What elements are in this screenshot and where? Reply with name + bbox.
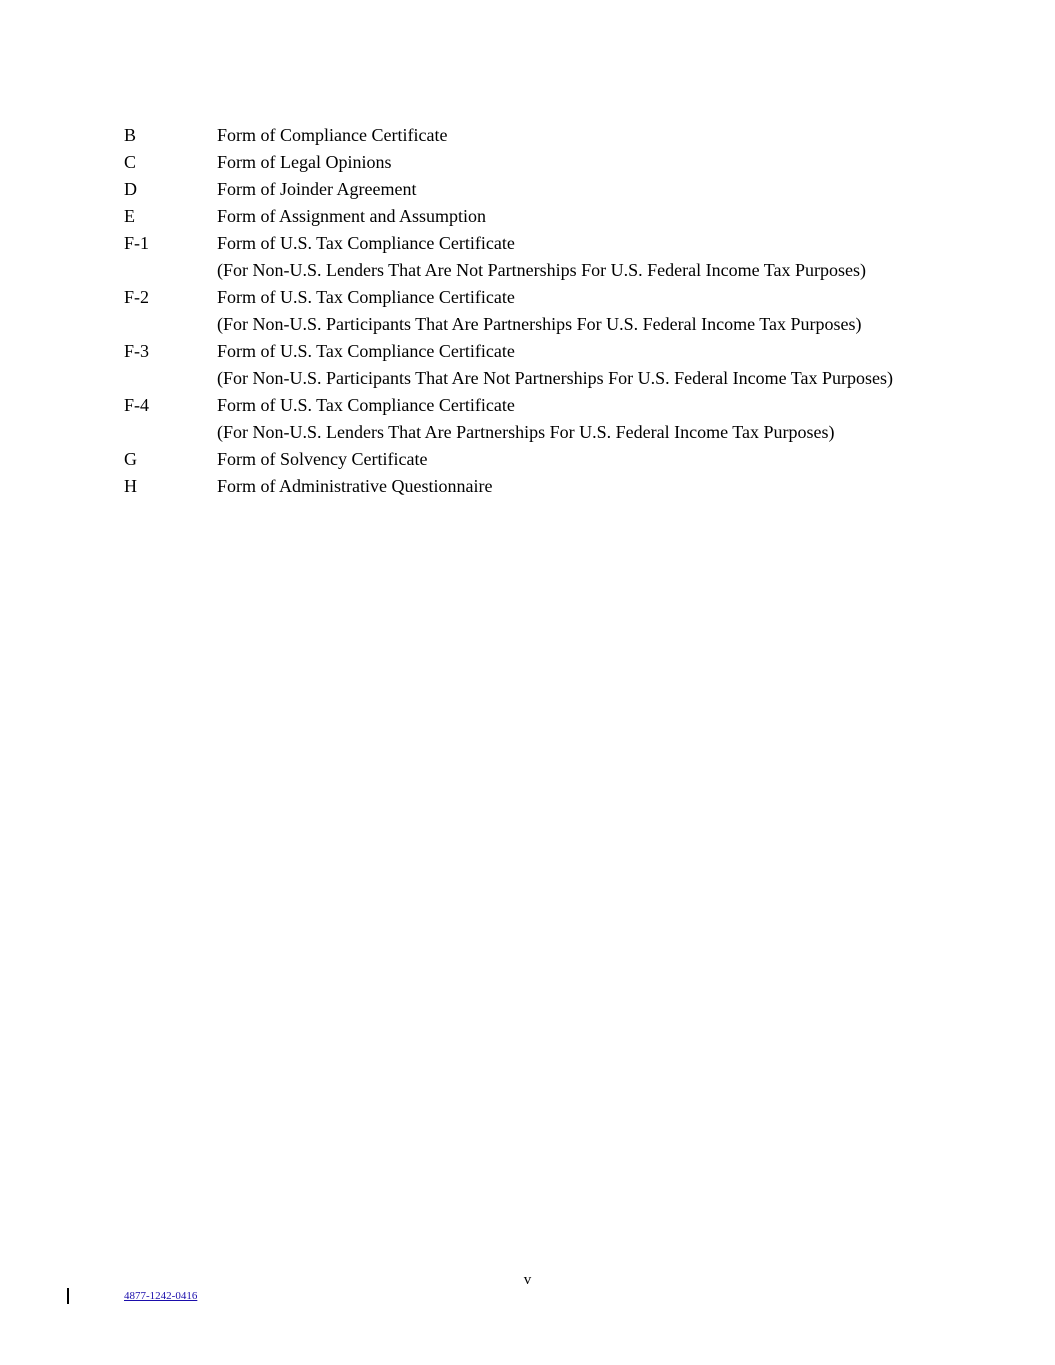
exhibit-subtitle: (For Non-U.S. Lenders That Are Partnerships For U.S. Federal Income Tax Purposes) — [217, 422, 835, 442]
exhibit-list — [124, 124, 924, 502]
exhibit-letter: D — [124, 179, 137, 199]
exhibit-letter: G — [124, 449, 137, 469]
exhibit-subtitle-row — [124, 259, 924, 281]
exhibit-subtitle: (For Non-U.S. Lenders That Are Not Partnerships For U.S. Federal Income Tax Purposes) — [217, 260, 866, 280]
exhibit-letter: F-4 — [124, 395, 150, 415]
revision-bar — [67, 1288, 69, 1304]
exhibit-subtitle: (For Non-U.S. Participants That Are Not Partnerships For U.S. Federal Income Tax Purposes) — [217, 368, 893, 388]
exhibit-subtitle-row — [124, 313, 924, 335]
document-id-link[interactable]: 4877-1242-0416 — [124, 1290, 198, 1302]
exhibit-title: Form of U.S. Tax Compliance Certificate — [217, 341, 515, 361]
exhibit-row — [124, 178, 924, 200]
exhibit-row — [124, 205, 924, 227]
exhibit-subtitle-row — [124, 421, 924, 443]
exhibit-row — [124, 475, 924, 497]
exhibit-row — [124, 394, 924, 416]
exhibit-row — [124, 151, 924, 173]
exhibit-title: Form of Joinder Agreement — [217, 179, 417, 199]
exhibit-letter: H — [124, 476, 137, 496]
exhibit-letter: F-3 — [124, 341, 150, 361]
exhibit-title: Form of Compliance Certificate — [217, 125, 448, 145]
exhibit-row — [124, 448, 924, 470]
exhibit-subtitle-row — [124, 367, 924, 389]
exhibit-subtitle: (For Non-U.S. Participants That Are Partnerships For U.S. Federal Income Tax Purposes) — [217, 314, 862, 334]
exhibit-row — [124, 232, 924, 254]
exhibit-title: Form of U.S. Tax Compliance Certificate — [217, 233, 515, 253]
exhibit-letter: E — [124, 206, 135, 226]
exhibit-title: Form of Assignment and Assumption — [217, 206, 487, 226]
exhibit-row — [124, 286, 924, 308]
exhibit-title: Form of Legal Opinions — [217, 152, 392, 172]
exhibit-row — [124, 124, 924, 146]
exhibit-title: Form of U.S. Tax Compliance Certificate — [217, 287, 515, 307]
exhibit-row — [124, 340, 924, 362]
exhibit-title: Form of Solvency Certificate — [217, 449, 428, 469]
exhibit-letter: B — [124, 125, 137, 145]
exhibit-letter: F-1 — [124, 233, 150, 253]
page-number: v — [523, 1272, 532, 1288]
exhibit-title: Form of Administrative Questionnaire — [217, 476, 493, 496]
exhibit-letter: C — [124, 152, 137, 172]
exhibit-letter: F-2 — [124, 287, 150, 307]
exhibit-title: Form of U.S. Tax Compliance Certificate — [217, 395, 515, 415]
